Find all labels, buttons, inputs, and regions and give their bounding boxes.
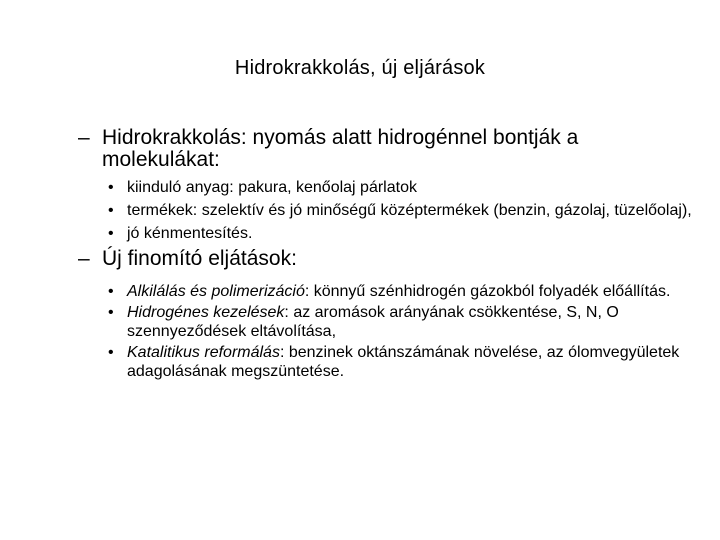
bullet-list-new-processes [108,282,698,381]
list-item-text: jó kénmentesítés. [127,225,253,242]
list-item [108,282,698,301]
bullet-marker: • [108,225,114,242]
dash-marker: – [78,126,90,149]
process-name: Katalitikus reformálás [127,344,280,361]
section-heading-new-processes [78,248,698,270]
list-item [108,179,698,196]
list-item [108,202,698,219]
bullet-marker: • [108,283,114,300]
slide-content [78,127,698,387]
dash-marker: – [78,247,90,270]
bullet-marker: • [108,179,114,196]
section-heading-text: Új finomító eljátások: [102,247,297,270]
process-name: Alkilálás és polimerizáció [127,283,305,300]
list-item-text: kiinduló anyag: pakura, kenőolaj párlatok [127,179,417,196]
bullet-marker: • [108,304,114,321]
process-description: : könnyű szénhidrogén gázokból folyadék előállítás. [304,283,671,300]
list-item-text: termékek: szelektív és jó minőségű középtermékek (benzin, gázolaj, tüzelőolaj), [127,202,692,219]
list-item [108,303,698,341]
list-item [108,225,698,242]
bullet-marker: • [108,344,114,361]
section-heading-hydrocracking [78,127,698,171]
process-name: Hidrogénes kezelések [127,304,285,321]
process-description: : benzinek oktánszámának növelése, az ólomvegyületek adagolásának megszüntetése. [127,344,680,380]
slide-title: Hidrokrakkolás, új eljárások [234,57,486,79]
list-item [108,343,698,381]
process-description: : az aromások arányának csökkentése, S, N, O szennyeződések eltávolítása, [127,304,619,340]
bullet-list-hydrocracking [108,179,698,242]
section-heading-text: Hidrokrakkolás: nyomás alatt hidrogénnel bontják a molekulákat: [102,126,579,171]
bullet-marker: • [108,202,114,219]
